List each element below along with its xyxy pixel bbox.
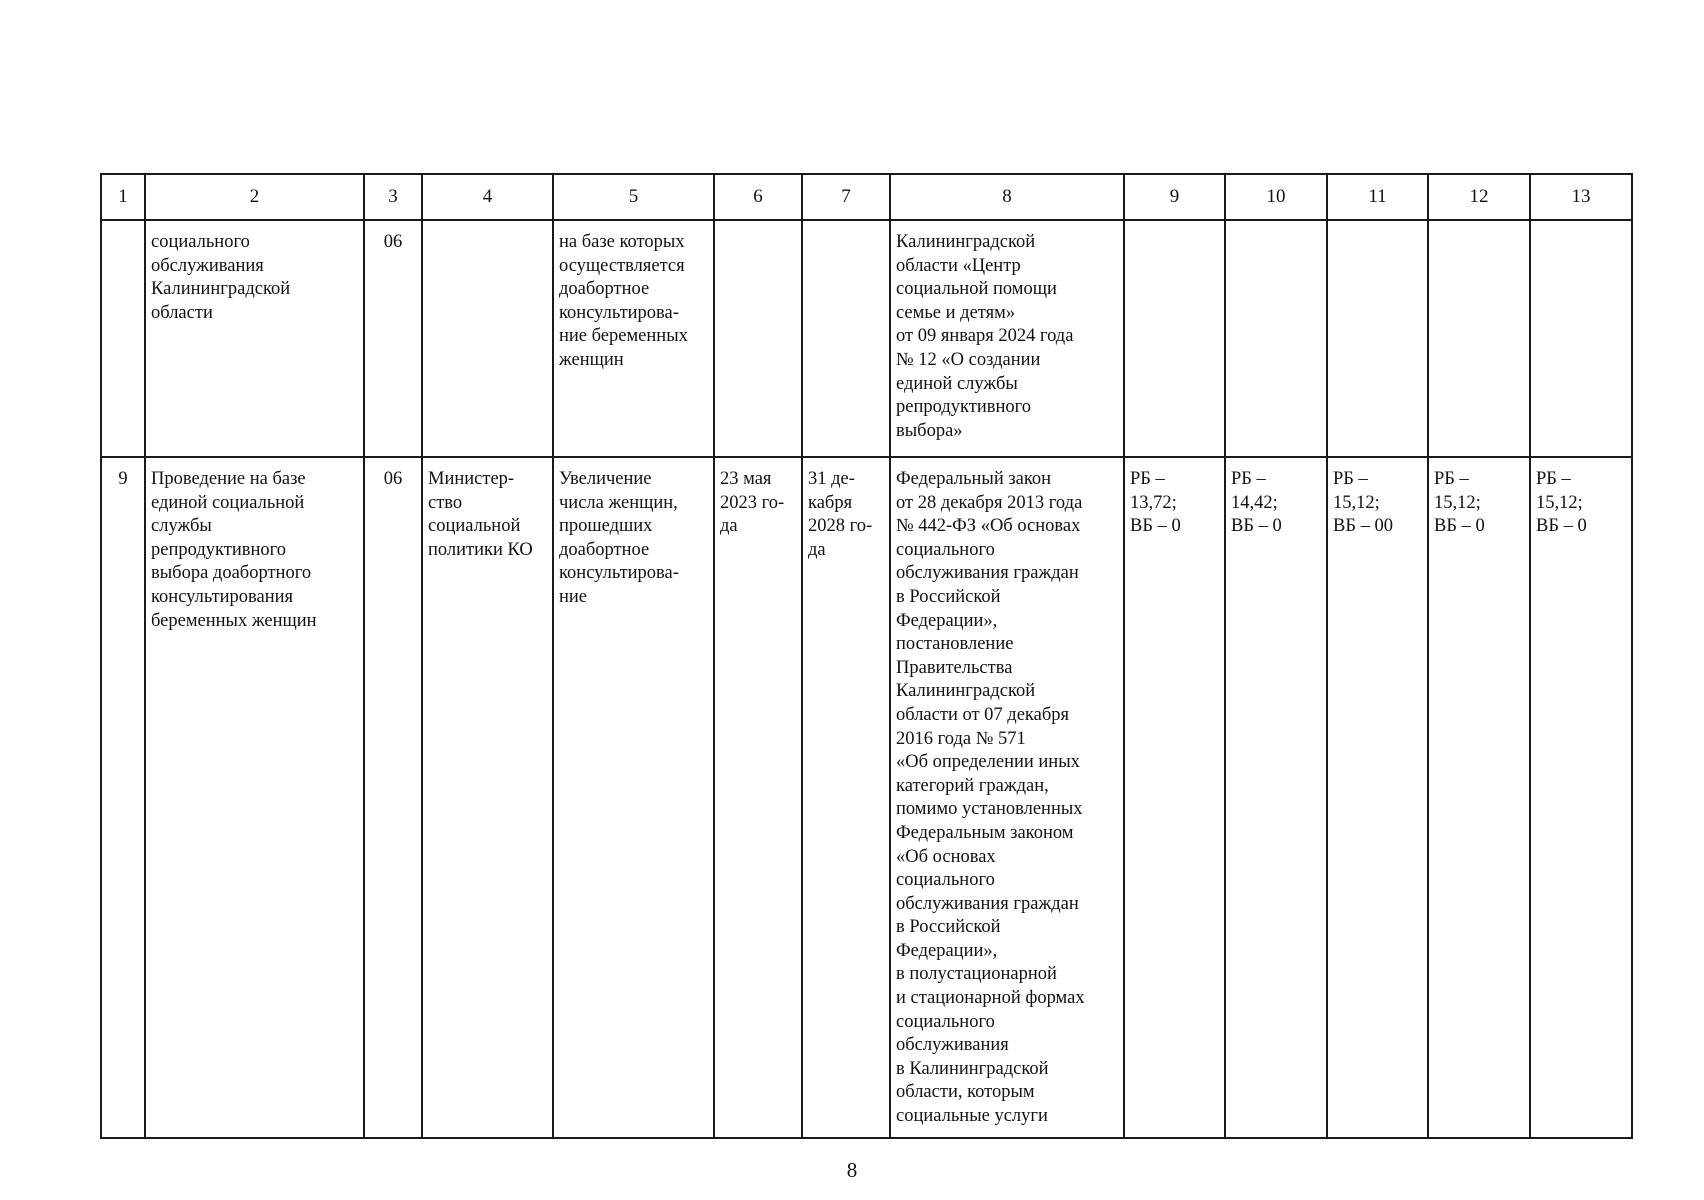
cell-end-date: 31 де- кабря 2028 го- да <box>802 457 890 1138</box>
column-header: 4 <box>422 174 553 220</box>
column-header: 6 <box>714 174 802 220</box>
cell-funding <box>1327 220 1428 457</box>
cell-funding <box>1225 220 1327 457</box>
page-number: 8 <box>846 1158 858 1182</box>
column-number-row <box>101 174 1632 220</box>
cell-result: Увеличение числа женщин, прошедших доабортное консультирова- ние <box>553 457 714 1138</box>
cell-row-number: 9 <box>101 457 145 1138</box>
cell-result: на базе которых осуществляется доабортное консультирова- ние беременных женщин <box>553 220 714 457</box>
cell-end-date <box>802 220 890 457</box>
cell-executor: Министер- ство социальной политики КО <box>422 457 553 1138</box>
column-header: 9 <box>1124 174 1225 220</box>
cell-event-name: социального обслуживания Калининградской области <box>145 220 364 457</box>
column-header: 13 <box>1530 174 1632 220</box>
cell-legal-basis: Калининградской области «Центр социальной помощи семье и детям» от 09 января 2024 года № 12 «О создании единой службы репродуктивного выбора» <box>890 220 1124 457</box>
cell-funding <box>1530 220 1632 457</box>
column-header: 7 <box>802 174 890 220</box>
cell-row-number <box>101 220 145 457</box>
cell-funding: РБ – 15,12; ВБ – 0 <box>1530 457 1632 1138</box>
cell-funding: РБ – 15,12; ВБ – 00 <box>1327 457 1428 1138</box>
cell-start-date <box>714 220 802 457</box>
column-header: 12 <box>1428 174 1530 220</box>
cell-event-name: Проведение на базе единой социальной службы репродуктивного выбора доабортного консультирования беременных женщин <box>145 457 364 1138</box>
column-header: 2 <box>145 174 364 220</box>
cell-executor <box>422 220 553 457</box>
cell-funding <box>1124 220 1225 457</box>
cell-funding: РБ – 15,12; ВБ – 0 <box>1428 457 1530 1138</box>
cell-legal-basis: Федеральный закон от 28 декабря 2013 года № 442-ФЗ «Об основах социального обслуживания граждан в Российской Федерации», постановление Правительства Калининградской области от 07 декабря 2016 года № 571 «Об определении иных категорий граждан, помимо установленных Федеральным законом «Об основах социального обслуживания граждан в Российской Федерации», в полустационарной и стационарной формах социального обслуживания в Калининградской области, которым социальные услуги <box>890 457 1124 1138</box>
column-header: 8 <box>890 174 1124 220</box>
column-header: 1 <box>101 174 145 220</box>
cell-funding: РБ – 14,42; ВБ – 0 <box>1225 457 1327 1138</box>
cell-start-date: 23 мая 2023 го- да <box>714 457 802 1138</box>
cell-funding <box>1428 220 1530 457</box>
table-row-9 <box>101 457 1632 1138</box>
table-row-continuation <box>101 220 1632 457</box>
program-table <box>100 173 1633 1139</box>
cell-code: 06 <box>364 220 422 457</box>
column-header: 5 <box>553 174 714 220</box>
cell-code: 06 <box>364 457 422 1138</box>
column-header: 11 <box>1327 174 1428 220</box>
column-header: 3 <box>364 174 422 220</box>
cell-funding: РБ – 13,72; ВБ – 0 <box>1124 457 1225 1138</box>
column-header: 10 <box>1225 174 1327 220</box>
